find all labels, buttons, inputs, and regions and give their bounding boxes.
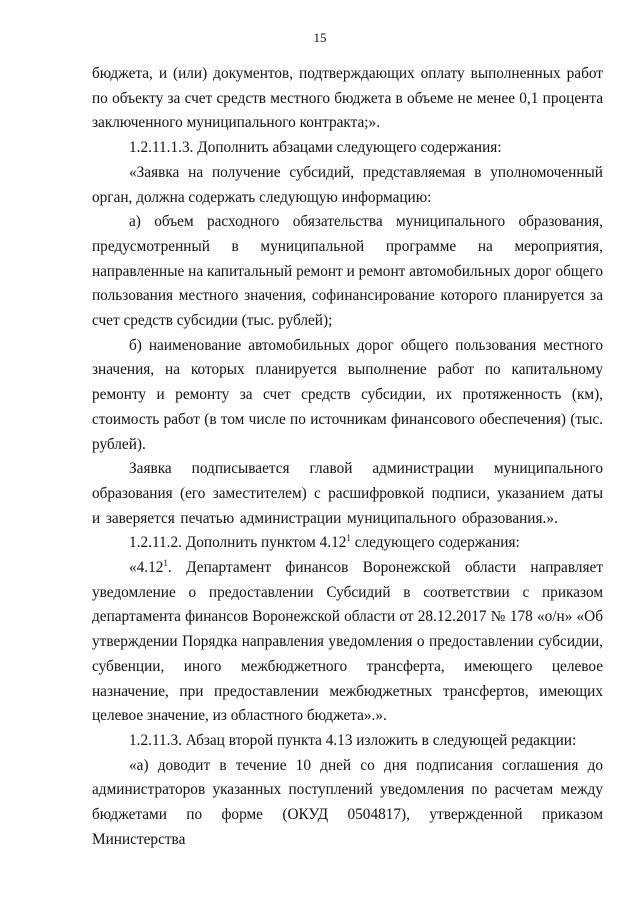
point-number: «4.12 bbox=[129, 559, 164, 577]
paragraph-clause-1-2-11-2 bbox=[92, 531, 603, 556]
superscript-marker: 1 bbox=[346, 533, 351, 544]
superscript-marker: 1 bbox=[163, 558, 168, 569]
paragraph-item-a-notification: «а) доводит в течение 10 дней со дня подписания соглашения до администраторов указанных поступлений уведомления по расчетам между бюджетами по форме (ОКУД 0504817), утвержденной приказом Министерства bbox=[92, 756, 603, 848]
paragraph-signature-requirement: Заявка подписывается главой администрации муниципального образования (его заместителем) с расшифровкой подписи, указанием даты и заверяется печатью администрации муниципального образования.». bbox=[92, 460, 603, 527]
paragraph-clause-1-2-11-1-3: 1.2.11.1.3. Дополнить абзацами следующего содержания: bbox=[129, 139, 502, 157]
paragraph-item-a: а) объем расходного обязательства муниципального образования, предусмотренный в муниципальной программе на мероприятия, направленные на капитальный ремонт и ремонт автомобильных дорог общего пользования местного значения, софинансирование которого планируется за счет средств субсидии (тыс. рублей); bbox=[92, 213, 603, 330]
paragraph-item-b: б) наименование автомобильных дорог общего пользования местного значения, на которых планируется выполнение работ по капитальному ремонту и ремонту за счет средств субсидии, их протяженность (км), стоимость работ (в том числе по источникам финансового обеспечения) (тыс. рублей). bbox=[92, 336, 603, 453]
page-number: 15 bbox=[313, 30, 327, 45]
paragraph-application-intro: «Заявка на получение субсидий, представляемая в уполномоченный орган, должна содержать следующую информацию: bbox=[92, 163, 603, 206]
clause-text-start: 1.2.11.2. Дополнить пунктом 4.12 bbox=[129, 534, 347, 552]
paragraph-point-4-12-1 bbox=[92, 556, 603, 729]
paragraph-continuation: бюджета, и (или) документов, подтверждающих оплату выполненных работ по объекту за счет средств местного бюджета в объеме не менее 0,1 процента заключенного муниципального контракта;». bbox=[92, 65, 603, 132]
clause-text-end: следующего содержания: bbox=[350, 534, 520, 552]
paragraph-clause-1-2-11-3: 1.2.11.3. Абзац второй пункта 4.13 изложить в следующей редакции: bbox=[129, 731, 577, 749]
point-text: . Департамент финансов Воронежской области направляет уведомление о предоставлении Субсидий в соответствии с приказом департамента финансов Воронежской области от 28.12.2017 № 178 «о/н» «Об утверждении Порядка направления уведомления о предоставлении субсидии, субвенции, иного межбюджетного трансферта, имеющего целевое назначение, при предоставлении межбюджетных трансфертов, имеющих целевое значение, из областного бюджета».». bbox=[92, 559, 603, 725]
document-body bbox=[92, 62, 603, 853]
